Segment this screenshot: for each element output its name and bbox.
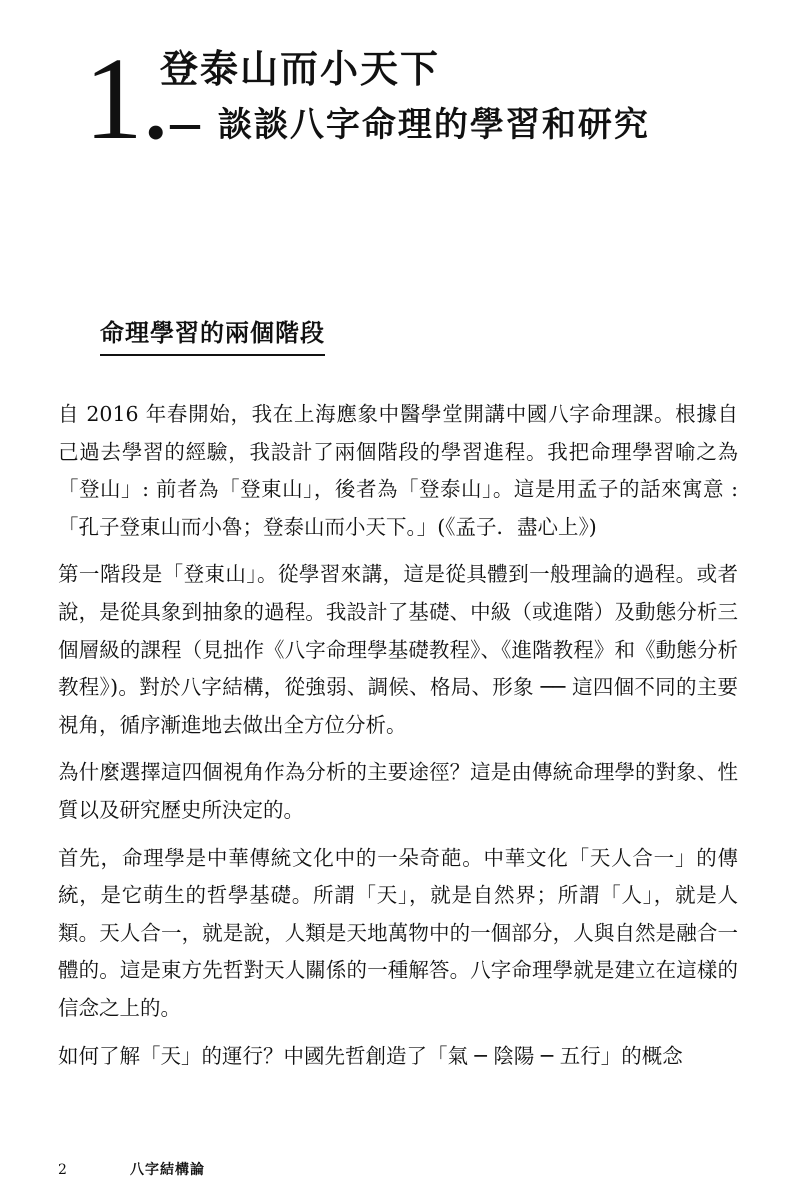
chapter-number: 1. — [84, 33, 169, 164]
page-footer — [58, 1163, 205, 1177]
paragraph: 第一階段是「登東山」。從學習來講，這是從具體到一般理論的過程。或者說，是從具象到抽象的過程。我設計了基礎、中級（或進階）及動態分析三個層級的課程（見拙作《八字命理學基礎教程》、《進階教程》和《動態分析教程》)。對於八字結構，從強弱、調候、格局、形象 ── 這四個不同的主要視角，循序漸進地去做出全方位分析。 — [58, 562, 738, 737]
paragraph: 為什麼選擇這四個視角作為分析的主要途徑？這是由傳統命理學的對象、性質以及研究歷史所決定的。 — [58, 760, 738, 822]
chapter-subtitle: — 談談八字命理的學習和研究 — [168, 105, 650, 145]
section-heading: 命理學習的兩個階段 — [100, 317, 325, 356]
paragraph: 如何了解「天」的運行？中國先哲創造了「氣 ─ 陰陽 ─ 五行」的概念 — [58, 1043, 683, 1068]
page-number: 2 — [58, 1162, 67, 1178]
paragraph: 首先，命理學是中華傳統文化中的一朵奇葩。中華文化「天人合一」的傳統，是它萌生的哲學基礎。所謂「天」，就是自然界；所謂「人」，就是人類。天人合一，就是說，人類是天地萬物中的一個部分，人與自然是融合一體的。這是東方先哲對天人關係的一種解答。八字命理學就是建立在這樣的信念之上的。 — [58, 845, 738, 1020]
body-text — [58, 396, 738, 1075]
paragraph: 自 2016 年春開始，我在上海應象中醫學堂開講中國八字命理課。根據自己過去學習的經驗，我設計了兩個階段的學習進程。我把命理學習喻之為「登山」: 前者為「登東山」，後者為「登泰山」。這是用孟子的話來寓意 :「孔子登東山而小魯；登泰山而小天下。」(《孟子．盡心上》) — [58, 402, 738, 539]
chapter-title: 登泰山而小天下 — [160, 46, 441, 91]
book-title: 八字結構論 — [130, 1162, 205, 1178]
